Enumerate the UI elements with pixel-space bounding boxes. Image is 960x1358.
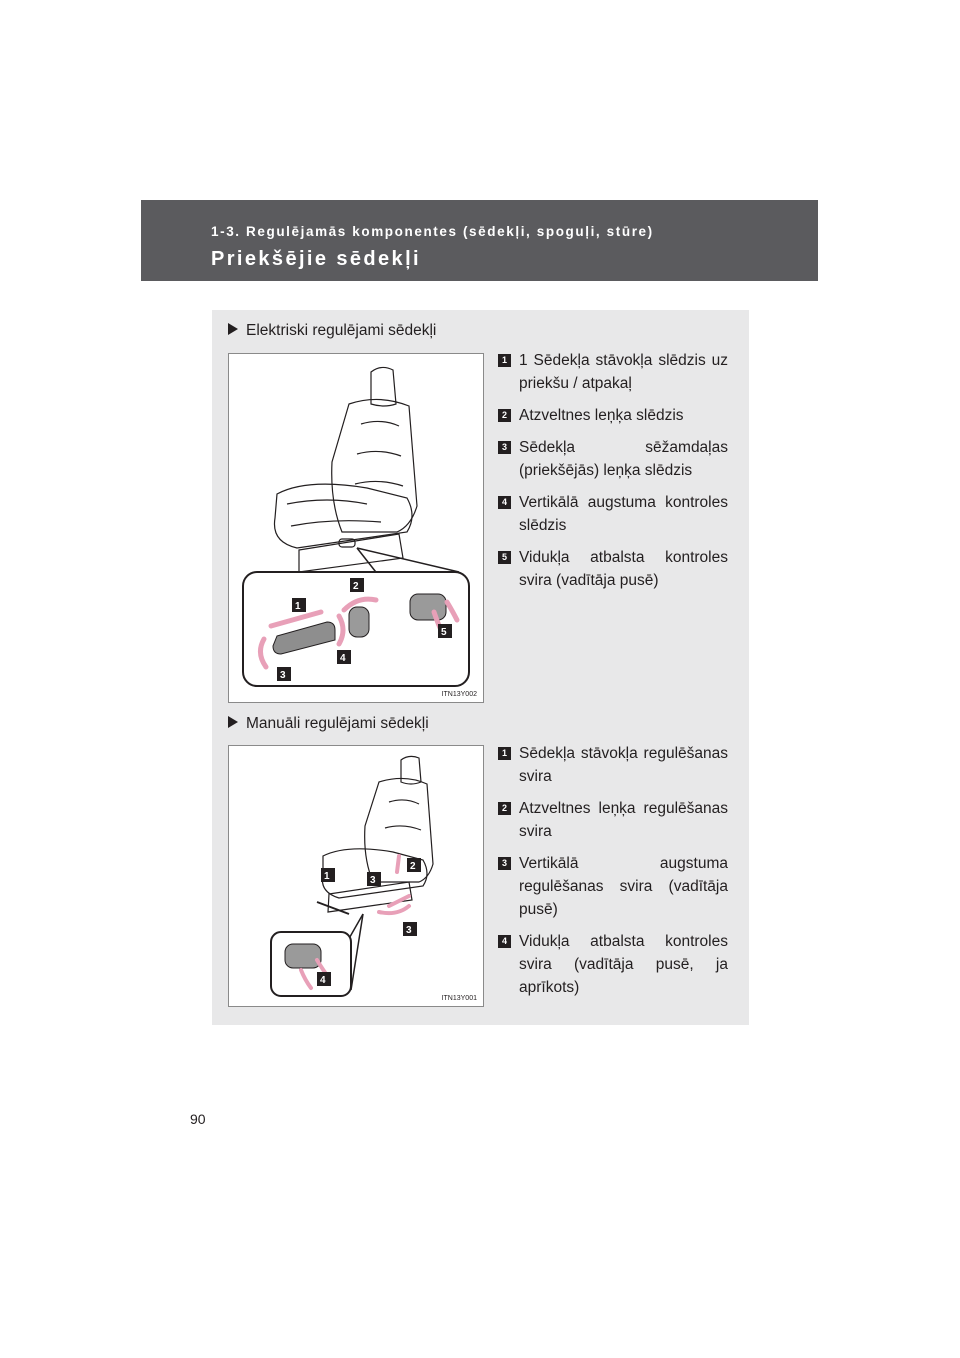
legend-text: Vertikālā augstuma kontroles slēdzis xyxy=(519,494,728,534)
triangle-bullet-icon xyxy=(228,323,238,335)
legend-text: Sēdekļa sēžamdaļas (priekšējās) leņķa slēdzis xyxy=(519,439,728,479)
manual-seat-drawing xyxy=(229,746,485,1008)
page-number: 90 xyxy=(190,1111,206,1127)
svg-text:1: 1 xyxy=(295,601,301,612)
svg-text:1: 1 xyxy=(324,871,330,882)
backrest-stitching xyxy=(385,800,421,830)
legend-text: Sēdekļa stāvokļa regulēšanas svira xyxy=(519,745,728,785)
svg-text:2: 2 xyxy=(353,581,359,592)
svg-text:3: 3 xyxy=(280,670,286,681)
breadcrumb: 1-3. Regulējamās komponentes (sēdekļi, spoguļi, stūre) xyxy=(211,224,654,239)
legend-item xyxy=(498,436,728,482)
number-badge: 1 xyxy=(498,747,511,760)
legend-item xyxy=(498,930,728,999)
section-heading-text: Elektriski regulējami sēdekļi xyxy=(246,322,437,339)
section-heading-power xyxy=(228,322,436,340)
svg-text:2: 2 xyxy=(410,861,416,872)
legend-item xyxy=(498,742,728,788)
recline-switch xyxy=(349,607,369,637)
legend-text: Vidukļa atbalsta kontroles svira (vadītāja pusē) xyxy=(519,549,728,589)
number-badge: 3 xyxy=(498,441,511,454)
legend-text: Vidukļa atbalsta kontroles svira (vadītāja pusē, ja aprīkots) xyxy=(519,933,728,996)
number-badge: 5 xyxy=(498,551,511,564)
number-badge: 2 xyxy=(498,409,511,422)
power-seat-legend xyxy=(498,349,728,601)
legend-item xyxy=(498,491,728,537)
lumbar-switch xyxy=(410,594,446,620)
manual-seat-legend xyxy=(498,742,728,1008)
triangle-bullet-icon xyxy=(228,716,238,728)
backrest-stitching xyxy=(355,421,403,486)
legend-item xyxy=(498,546,728,592)
svg-text:4: 4 xyxy=(320,975,326,986)
power-seat-drawing xyxy=(229,354,485,704)
legend-item xyxy=(498,404,728,427)
number-badge: 2 xyxy=(498,802,511,815)
number-badge: 4 xyxy=(498,935,511,948)
legend-item xyxy=(498,349,728,395)
backrest-shape xyxy=(332,399,417,532)
legend-item xyxy=(498,797,728,843)
legend-text: Vertikālā augstuma regulēšanas svira (vadītāja pusē) xyxy=(519,855,728,918)
svg-text:4: 4 xyxy=(340,653,346,664)
svg-text:3: 3 xyxy=(370,875,376,886)
lumbar-lever xyxy=(285,944,321,968)
figure-code: ITN13Y002 xyxy=(441,691,477,698)
page-title: Priekšējie sēdekļi xyxy=(211,248,421,270)
legend-item xyxy=(498,852,728,921)
manual-seat-illustration xyxy=(228,745,484,1007)
power-seat-illustration xyxy=(228,353,484,703)
legend-text: Atzveltnes leņķa slēdzis xyxy=(519,407,684,424)
slide-lever xyxy=(317,902,349,914)
svg-text:5: 5 xyxy=(441,627,447,638)
number-badge: 1 xyxy=(498,354,511,367)
figure-code: ITN13Y001 xyxy=(441,995,477,1002)
headrest-shape xyxy=(401,756,421,784)
legend-text: 1 Sēdekļa stāvokļa slēdzis uz priekšu / atpakaļ xyxy=(519,352,728,392)
section-heading-text: Manuāli regulējami sēdekļi xyxy=(246,715,429,732)
section-header xyxy=(141,200,818,281)
section-heading-manual xyxy=(228,715,429,733)
number-badge: 4 xyxy=(498,496,511,509)
legend-text: Atzveltnes leņķa regulēšanas svira xyxy=(519,800,728,840)
seat-base-shape xyxy=(328,882,412,912)
svg-text:3: 3 xyxy=(406,925,412,936)
number-badge: 3 xyxy=(498,857,511,870)
